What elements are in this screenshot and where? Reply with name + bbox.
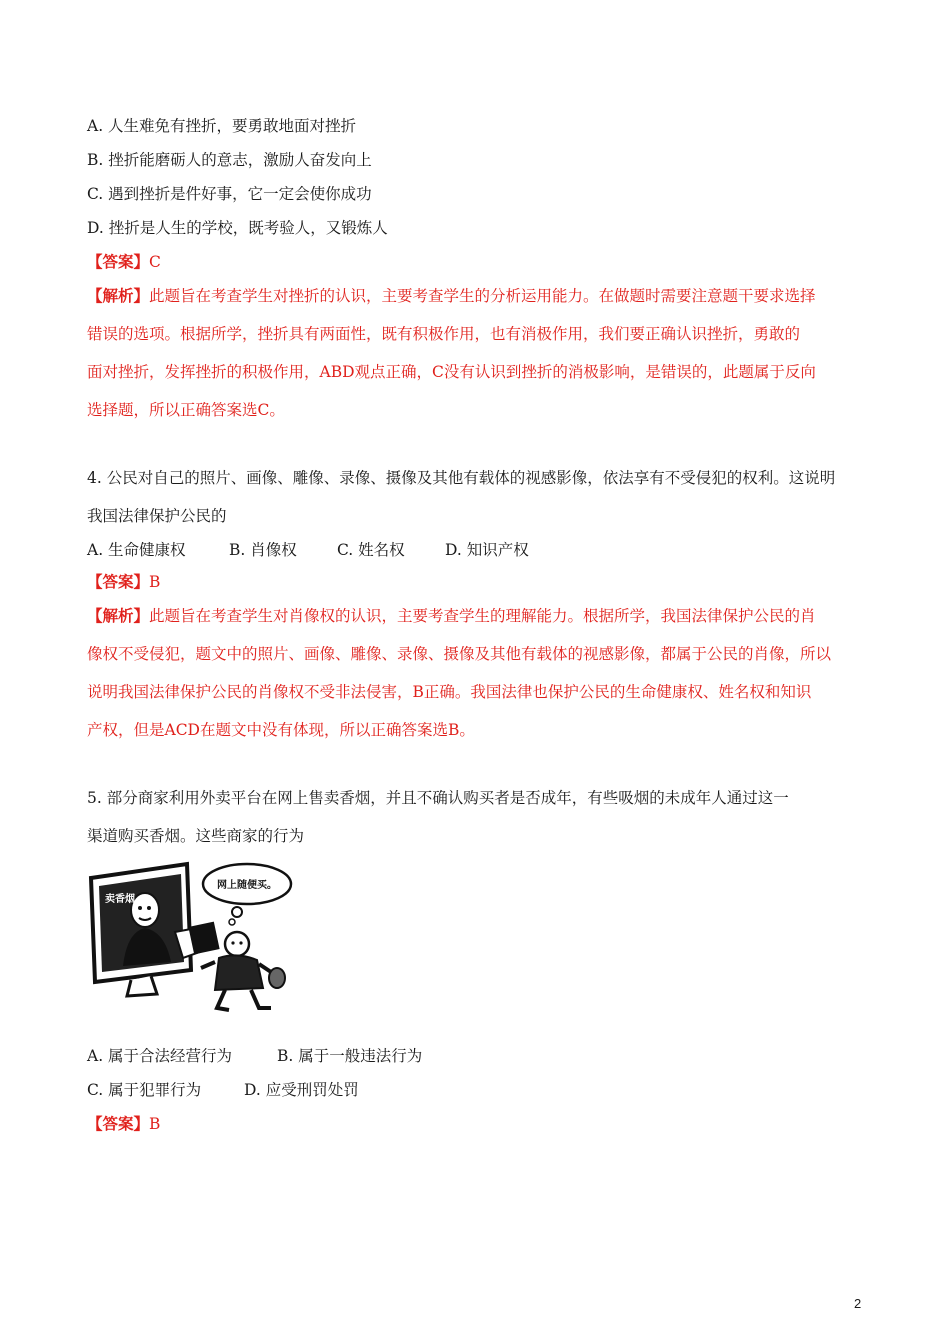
q4-stem-line-2: 我国法律保护公民的 bbox=[87, 507, 227, 525]
q3-option-a: A. 人生难免有挫折，要勇敢地面对挫折 bbox=[87, 117, 357, 135]
q5-stem-line-2: 渠道购买香烟。这些商家的行为 bbox=[87, 827, 305, 845]
q4-analysis-line-2: 像权不受侵犯，题文中的照片、画像、雕像、录像、摄像及其他有载体的视感影像，都属于公民的肖像，所以 bbox=[87, 645, 832, 663]
q3-option-d: D. 挫折是人生的学校，既考验人，又锻炼人 bbox=[87, 219, 388, 237]
q3-analysis-line-1 bbox=[87, 286, 816, 306]
q5-option-a: A. 属于合法经营行为 bbox=[87, 1047, 233, 1065]
q3-analysis-line-2: 错误的选项。根据所学，挫折具有两面性，既有积极作用，也有消极作用，我们要正确认识挫折，勇敢的 bbox=[87, 325, 801, 343]
answer-label: 【答案】 bbox=[87, 572, 150, 591]
q4-analysis-line-1 bbox=[87, 606, 816, 626]
analysis-label: 【解析】 bbox=[87, 286, 150, 305]
q4-analysis-line-3: 说明我国法律保护公民的肖像权不受非法侵害，B正确。我国法律也保护公民的生命健康权、姓名权和知识 bbox=[87, 683, 812, 701]
analysis-label: 【解析】 bbox=[87, 606, 150, 625]
q5-options-row-1 bbox=[87, 1046, 422, 1066]
answer-label: 【答案】 bbox=[87, 252, 150, 271]
q5-option-c: C. 属于犯罪行为 bbox=[87, 1081, 202, 1099]
q3-answer bbox=[87, 252, 161, 272]
cartoon-illustration bbox=[87, 858, 297, 1014]
q5-answer bbox=[87, 1114, 160, 1134]
q5-options-row-2 bbox=[87, 1080, 359, 1100]
q5-stem-line-1: 5. 部分商家利用外卖平台在网上售卖香烟，并且不确认购买者是否成年，有些吸烟的未成年人通过这一 bbox=[87, 789, 789, 807]
bubble-caption: 网上随便买。 bbox=[217, 880, 277, 891]
q4-option-d: D. 知识产权 bbox=[445, 541, 529, 559]
q4-stem-line-1: 4. 公民对自己的照片、画像、雕像、录像、摄像及其他有载体的视感影像，依法享有不受侵犯的权利。这说明 bbox=[87, 469, 836, 487]
analysis-text: 此题旨在考查学生对肖像权的认识，主要考查学生的理解能力。根据所学，我国法律保护公民的肖 bbox=[149, 607, 816, 625]
q5-option-d: D. 应受刑罚处罚 bbox=[244, 1081, 359, 1099]
q3-analysis-line-3: 面对挫折，发挥挫折的积极作用，ABD观点正确，C没有认识到挫折的消极影响，是错误的，此题属于反向 bbox=[87, 363, 816, 381]
screen-caption: 卖香烟 bbox=[105, 894, 135, 905]
analysis-text: 此题旨在考查学生对挫折的认识，主要考查学生的分析运用能力。在做题时需要注意题干要求选择 bbox=[149, 287, 816, 305]
q3-option-b: B. 挫折能磨砺人的意志，激励人奋发向上 bbox=[87, 151, 372, 169]
q3-analysis-line-4: 选择题，所以正确答案选C。 bbox=[87, 401, 285, 419]
q4-analysis-line-4: 产权，但是ACD在题文中没有体现，所以正确答案选B。 bbox=[87, 721, 475, 739]
answer-label: 【答案】 bbox=[87, 1114, 150, 1133]
page-number: 2 bbox=[854, 1296, 862, 1311]
answer-value: B bbox=[149, 573, 161, 591]
answer-value: C bbox=[149, 253, 161, 271]
q4-option-b: B. 肖像权 bbox=[229, 541, 297, 559]
q4-option-c: C. 姓名权 bbox=[337, 541, 405, 559]
q4-answer bbox=[87, 572, 160, 592]
q4-options bbox=[87, 540, 529, 560]
q5-option-b: B. 属于一般违法行为 bbox=[277, 1047, 423, 1065]
q3-option-c: C. 遇到挫折是件好事，它一定会使你成功 bbox=[87, 185, 372, 203]
answer-value: B bbox=[149, 1115, 161, 1133]
q4-option-a: A. 生命健康权 bbox=[87, 541, 186, 559]
